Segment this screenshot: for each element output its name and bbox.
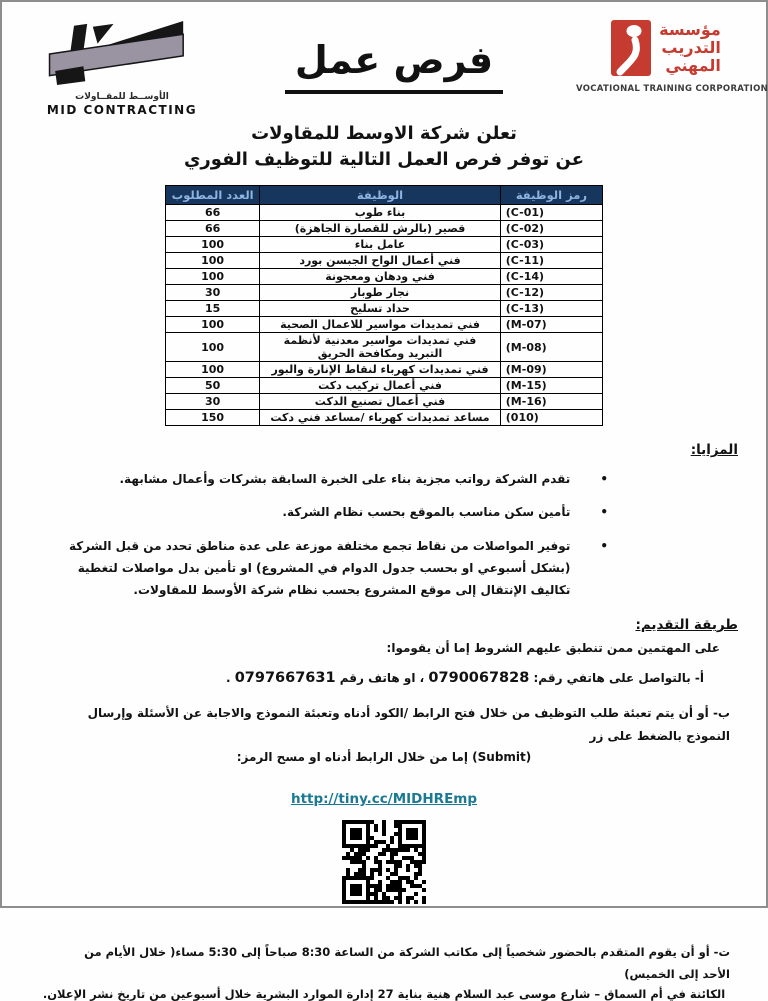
job-required-count: 66 (166, 205, 260, 221)
jobs-table (165, 185, 603, 426)
table-row (166, 410, 603, 426)
job-code: (C-12) (500, 285, 602, 301)
table-row (166, 205, 603, 221)
job-title: فني أعمال تصنيع الدكت (260, 394, 501, 410)
application-link[interactable]: http://tiny.cc/MIDHREmp (290, 790, 478, 807)
bullet-icon: • (600, 505, 608, 520)
table-row (166, 269, 603, 285)
job-title: فني تمديدات كهرباء لنقاط الإنارة والبور (260, 362, 501, 378)
job-title: فني أعمال تركيب دكت (260, 378, 501, 394)
job-required-count: 50 (166, 378, 260, 394)
job-required-count: 100 (166, 253, 260, 269)
job-title: بناء طوب (260, 205, 501, 221)
job-code: (C-11) (500, 253, 602, 269)
job-code: (M-15) (500, 378, 602, 394)
job-title: عامل بناء (260, 237, 501, 253)
qr-code (342, 889, 426, 908)
application-option-b-line1: ب- أو أن يتم تعبئة طلب التوظيف من خلال فتح الرابط /الكود أدناه وتعبئة النموذج والاجابة عن الأسئلة وإرسال النموذج بالضغط على زر (87, 706, 730, 743)
job-code: (C-13) (500, 301, 602, 317)
subtitle-line-2: عن توفر فرص العمل التالية للتوظيف الفوري (183, 149, 585, 171)
job-required-count: 66 (166, 221, 260, 237)
application-option-b-line2: (Submit) إما من خلال الرابط أدناه او مسح الرمز: (236, 749, 532, 764)
vtc-logo (576, 18, 768, 94)
mid-logo-english-text: MID CONTRACTING (46, 103, 198, 117)
column-header-required-count: العدد المطلوب (166, 186, 260, 205)
bullet-icon: • (600, 538, 608, 553)
table-row (166, 237, 603, 253)
job-code: (M-16) (500, 394, 602, 410)
table-row (166, 285, 603, 301)
job-required-count: 100 (166, 362, 260, 378)
job-code: (C-01) (500, 205, 602, 221)
column-header-job-code: رمز الوظيفة (500, 186, 602, 205)
page-header (2, 2, 766, 117)
application-option-a: أ- بالتواصل على هاتفي رقم: 0790067828 ، او هاتف رقم 0797667631 . (225, 670, 704, 687)
application-option-c-line1: ت- أو أن يقوم المتقدم بالحضور شخصياً إلى مكاتب الشركة من الساعة 8:30 صباحاً إلى 5:30 مساء( خلال الأيام من الأحد إلى الخميس) (84, 944, 730, 981)
announcement-subtitle (2, 121, 766, 173)
bullet-icon: • (600, 472, 608, 487)
application-method-heading: طريقة التقديم: (635, 617, 738, 634)
table-row (166, 317, 603, 333)
mid-logo-arabic-text: الأوســط للمقــاولات (75, 92, 169, 102)
job-required-count: 100 (166, 317, 260, 333)
benefits-list (57, 468, 608, 601)
benefit-item (57, 535, 608, 602)
vtc-logo-arabic-text: مؤسسة التدريب المهني (659, 20, 721, 75)
job-code: (M-07) (500, 317, 602, 333)
mid-contracting-logo (32, 18, 212, 117)
job-title: فني تمديدات مواسير للاعمال الصحية (260, 317, 501, 333)
job-code: (C-03) (500, 237, 602, 253)
job-title: قصير (بالرش للقصارة الجاهزة) (260, 221, 501, 237)
job-code: (C-14) (500, 269, 602, 285)
application-intro: على المهتمين ممن تنطبق عليهم الشروط إما أن يقوموا: (386, 641, 720, 656)
subtitle-line-1: تعلن شركة الاوسط للمقاولات (251, 123, 517, 144)
job-required-count: 100 (166, 269, 260, 285)
vtc-logo-mark (611, 20, 651, 76)
jobs-table-body (166, 205, 603, 426)
page-title: فرص عمل (285, 40, 503, 94)
vtc-logo-english-text: VOCATIONAL TRAINING CORPORATION (576, 84, 768, 94)
benefit-text: توفير المواصلات من نقاط تجمع مختلفة موزعة على عدة مناطق تحدد من قبل الشركة (بشكل أسبوعي او بحسب جدول الدوام في المشروع) او تأمين بدل مواصلات لتغطية تكاليف الإنتقال إلى موقع المشروع بحسب نظام شركة الأوسط للمقاولات. (68, 538, 571, 597)
benefit-text: تقدم الشركة رواتب مجزية بناء على الخبرة السابقة بشركات وأعمال مشابهة. (119, 472, 571, 487)
job-title: فني تمديدات مواسير معدنية لأنظمة التبريد ومكافحة الحريق (260, 333, 501, 362)
column-header-job-title: الوظيفة (260, 186, 501, 205)
benefit-item (57, 468, 608, 490)
job-required-count: 100 (166, 333, 260, 362)
job-code: (010) (500, 410, 602, 426)
job-required-count: 15 (166, 301, 260, 317)
job-code: (M-08) (500, 333, 602, 362)
phone-number-2: 0797667631 (234, 670, 336, 687)
table-row (166, 333, 603, 362)
table-row (166, 378, 603, 394)
benefits-heading: المزايا: (690, 442, 738, 459)
benefit-item (57, 501, 608, 523)
job-required-count: 150 (166, 410, 260, 426)
job-code: (M-09) (500, 362, 602, 378)
table-row (166, 301, 603, 317)
job-required-count: 30 (166, 394, 260, 410)
jobs-table-header-row (166, 186, 603, 205)
table-row (166, 253, 603, 269)
job-title: فني ودهان ومعجونة (260, 269, 501, 285)
table-row (166, 221, 603, 237)
application-option-c-line2: الكائنة في أم السماق – شارع موسى عبد السلام هنية بناية 27 إدارة الموارد البشرية خلال أسبوعين من تاريخ نشر الإعلان. (42, 987, 726, 1001)
title-block (212, 18, 576, 94)
benefit-text: تأمين سكن مناسب بالموقع بحسب نظام الشركة. (282, 505, 571, 520)
table-row (166, 362, 603, 378)
job-code: (C-02) (500, 221, 602, 237)
job-required-count: 30 (166, 285, 260, 301)
job-required-count: 100 (166, 237, 260, 253)
job-title: فني أعمال الواح الجبسن بورد (260, 253, 501, 269)
mid-logo-mark (42, 18, 202, 90)
job-title: حداد تسليح (260, 301, 501, 317)
job-title: مساعد تمديدات كهرباء /مساعد فني دكت (260, 410, 501, 426)
phone-number-1: 0790067828 (428, 670, 530, 687)
table-row (166, 394, 603, 410)
job-title: نجار طوبار (260, 285, 501, 301)
